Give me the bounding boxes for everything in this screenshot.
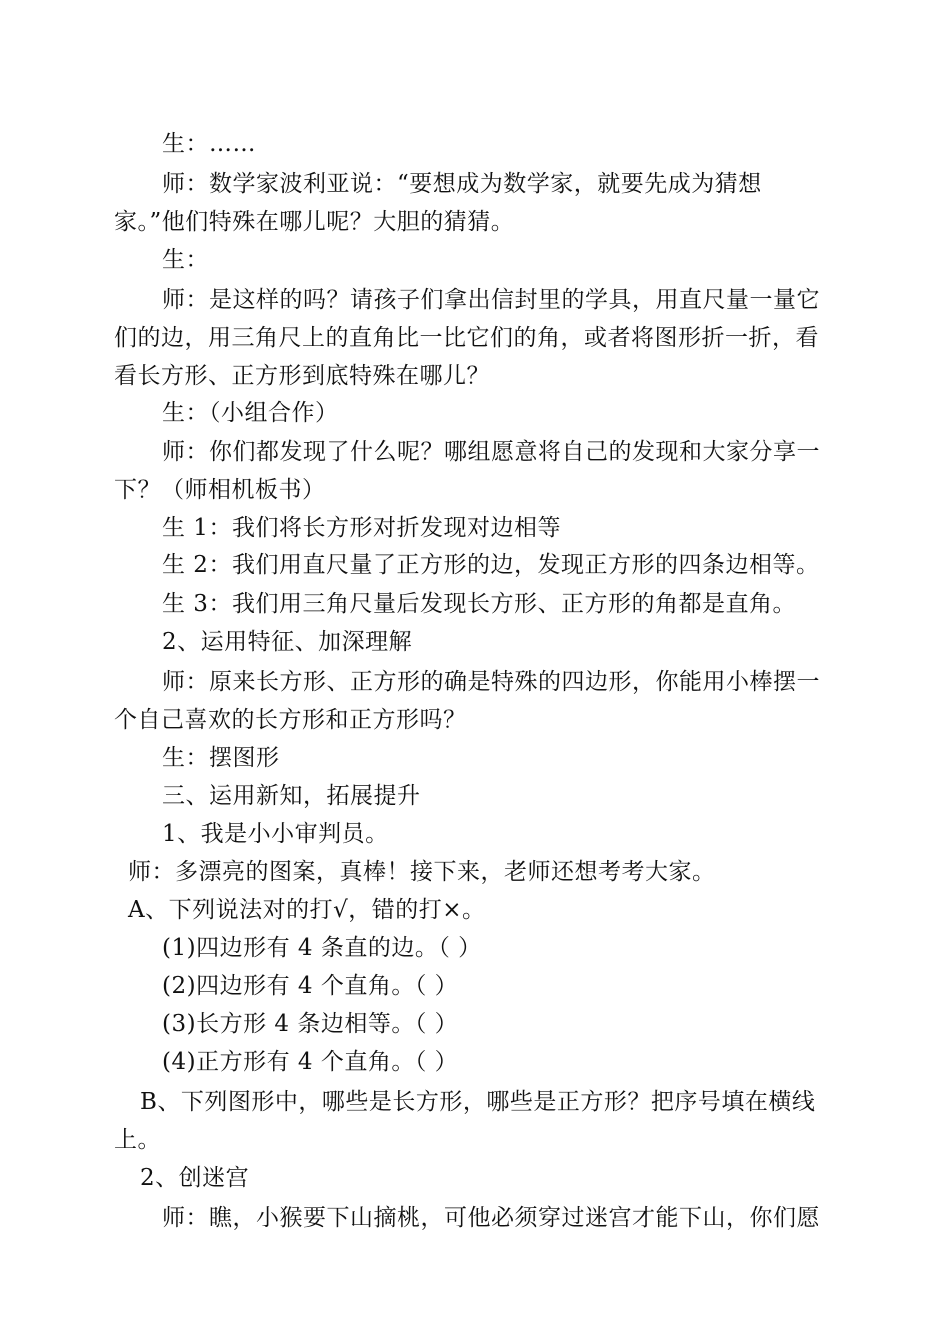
text-line: 下？（师相机板书） — [114, 477, 326, 503]
text-line: 生 3：我们用三角尺量后发现长方形、正方形的角都是直角。 — [162, 591, 796, 617]
text-line: 生：摆图形 — [162, 745, 280, 771]
text-line: 师：多漂亮的图案，真棒！接下来，老师还想考考大家。 — [128, 859, 716, 885]
text-line: 生：…… — [162, 131, 256, 157]
text-line: 个自己喜欢的长方形和正方形吗？ — [114, 707, 467, 733]
text-line: 三、运用新知，拓展提升 — [162, 783, 421, 809]
text-line: 师：原来长方形、正方形的确是特殊的四边形，你能用小棒摆一 — [162, 669, 820, 695]
text-line: 生：（小组合作） — [162, 400, 339, 426]
text-line: 们的边，用三角尺上的直角比一比它们的角，或者将图形折一折，看 — [114, 325, 819, 351]
text-line: B、下列图形中，哪些是长方形，哪些是正方形？把序号填在横线 — [140, 1089, 816, 1115]
text-line: 生： — [162, 247, 209, 273]
text-line: 师：瞧，小猴要下山摘桃，可他必须穿过迷宫才能下山，你们愿 — [162, 1205, 820, 1231]
text-line: 生 1：我们将长方形对折发现对边相等 — [162, 515, 561, 541]
text-line: (2)四边形有 4 个直角。（ ） — [162, 973, 459, 999]
text-line: 师：你们都发现了什么呢？哪组愿意将自己的发现和大家分享一 — [162, 439, 820, 465]
text-line: 家。”他们特殊在哪儿呢？大胆的猜猜。 — [114, 209, 515, 235]
text-line: 看长方形、正方形到底特殊在哪儿？ — [114, 363, 490, 389]
text-line: (1)四边形有 4 条直的边。（ ） — [162, 935, 482, 961]
text-line: (4)正方形有 4 个直角。（ ） — [162, 1049, 459, 1075]
text-line: A、下列说法对的打√，错的打×。 — [128, 897, 486, 923]
text-line: 1、我是小小审判员。 — [162, 821, 389, 847]
text-line: 师：数学家波利亚说：“要想成为数学家，就要先成为猜想 — [162, 171, 762, 197]
text-line: 生 2：我们用直尺量了正方形的边，发现正方形的四条边相等。 — [162, 552, 820, 578]
text-line: 师：是这样的吗？请孩子们拿出信封里的学具，用直尺量一量它 — [162, 287, 820, 313]
text-line: (3)长方形 4 条边相等。（ ） — [162, 1011, 459, 1037]
text-line: 上。 — [114, 1127, 161, 1153]
text-line: 2、创迷宫 — [140, 1165, 250, 1191]
text-line: 2、运用特征、加深理解 — [162, 629, 413, 655]
